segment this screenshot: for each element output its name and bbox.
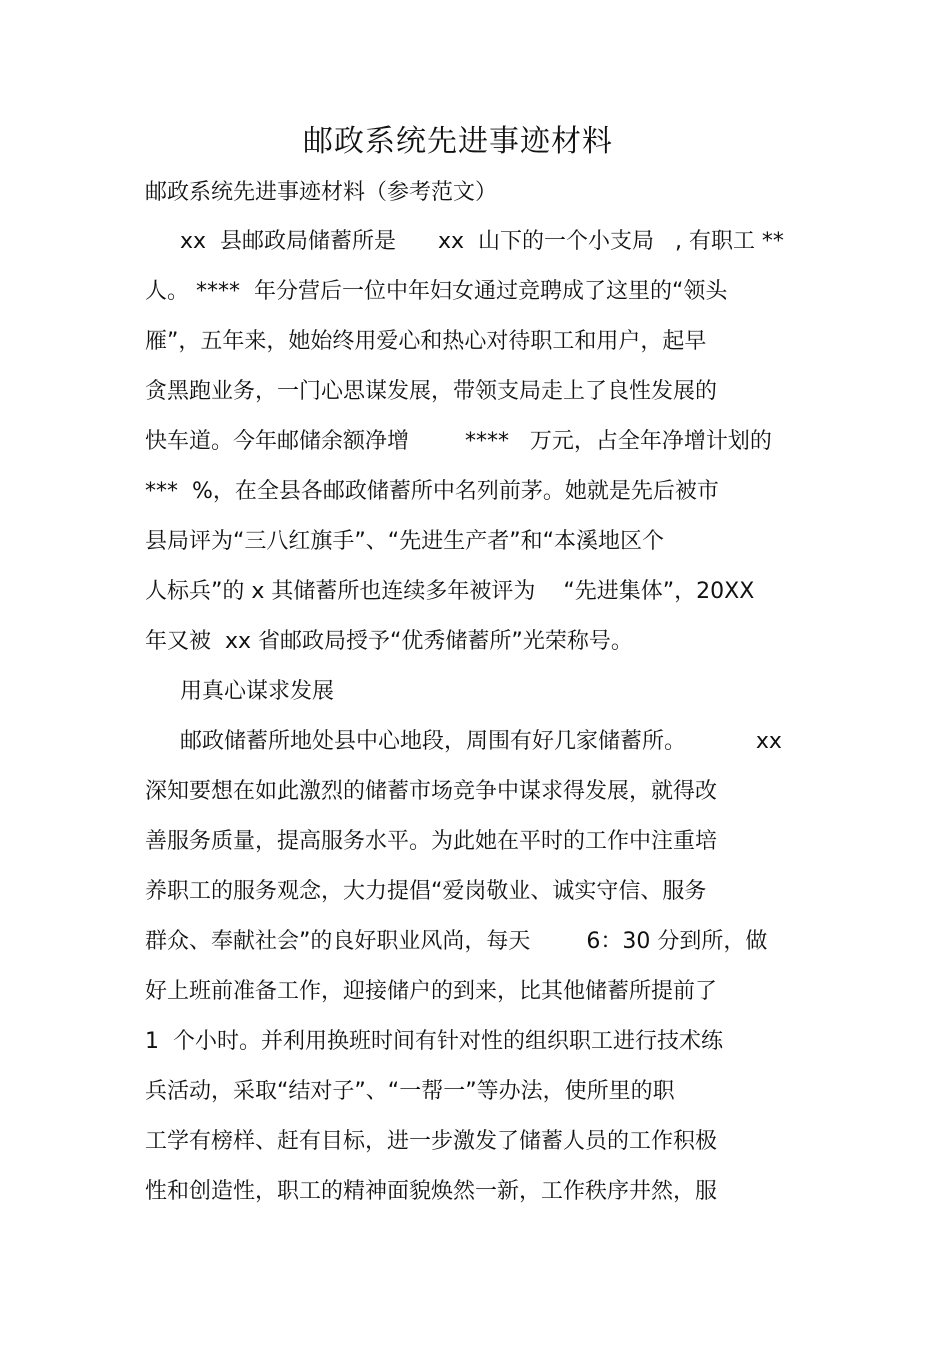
body-line: *** %，在全县各邮政储蓄所中名列前茅。她就是先后被市 [145, 479, 719, 504]
body-line: 贪黑跑业务，一门心思谋发展，带领支局走上了良性发展的 [145, 379, 718, 404]
document-title: 邮政系统先进事迹材料 [303, 124, 613, 159]
body-line: 兵活动，采取“结对子”、“一帮一”等办法，使所里的职 [145, 1079, 675, 1104]
body-line: 雁”，五年来，她始终用爱心和热心对待职工和用户，起早 [145, 329, 707, 354]
body-line: 工学有榜样、赶有目标，进一步激发了储蓄人员的工作积极 [145, 1129, 718, 1154]
body-line: 用真心谋求发展 [145, 679, 334, 704]
body-line: 群众、奉献社会”的良好职业风尚，每天 6：30 分到所，做 [145, 929, 768, 954]
body-line: 人标兵”的 x 其储蓄所也连续多年被评为 “先进集体”，20XX [145, 579, 755, 604]
body-line: 性和创造性，职工的精神面貌焕然一新，工作秩序井然，服 [145, 1179, 718, 1204]
body-line: 1 个小时。并利用换班时间有针对性的组织职工进行技术练 [145, 1029, 723, 1054]
body-line: 善服务质量，提高服务水平。为此她在平时的工作中注重培 [145, 829, 718, 854]
body-line: 年又被 xx 省邮政局授予“优秀储蓄所”光荣称号。 [145, 629, 633, 654]
body-line: 深知要想在如此激烈的储蓄市场竞争中谋求得发展，就得改 [145, 779, 718, 804]
body-line: 人。 **** 年分营后一位中年妇女通过竞聘成了这里的“领头 [145, 279, 728, 304]
body-line: 县局评为“三八红旗手”、“先进生产者”和“本溪地区个 [145, 529, 664, 554]
document-subtitle: 邮政系统先进事迹材料（参考范文） [145, 180, 498, 205]
body-line: 好上班前准备工作，迎接储户的到来，比其他储蓄所提前了 [145, 979, 718, 1004]
body-line: 快车道。今年邮储余额净增 **** 万元，占全年净增计划的 [145, 429, 772, 454]
body-line: 养职工的服务观念，大力提倡“爱岗敬业、诚实守信、服务 [145, 879, 707, 904]
body-line: xx 县邮政局储蓄所是 xx 山下的一个小支局 , 有职工 ** [145, 229, 784, 254]
body-line: 邮政储蓄所地处县中心地段，周围有好几家储蓄所。 xx [145, 729, 782, 754]
